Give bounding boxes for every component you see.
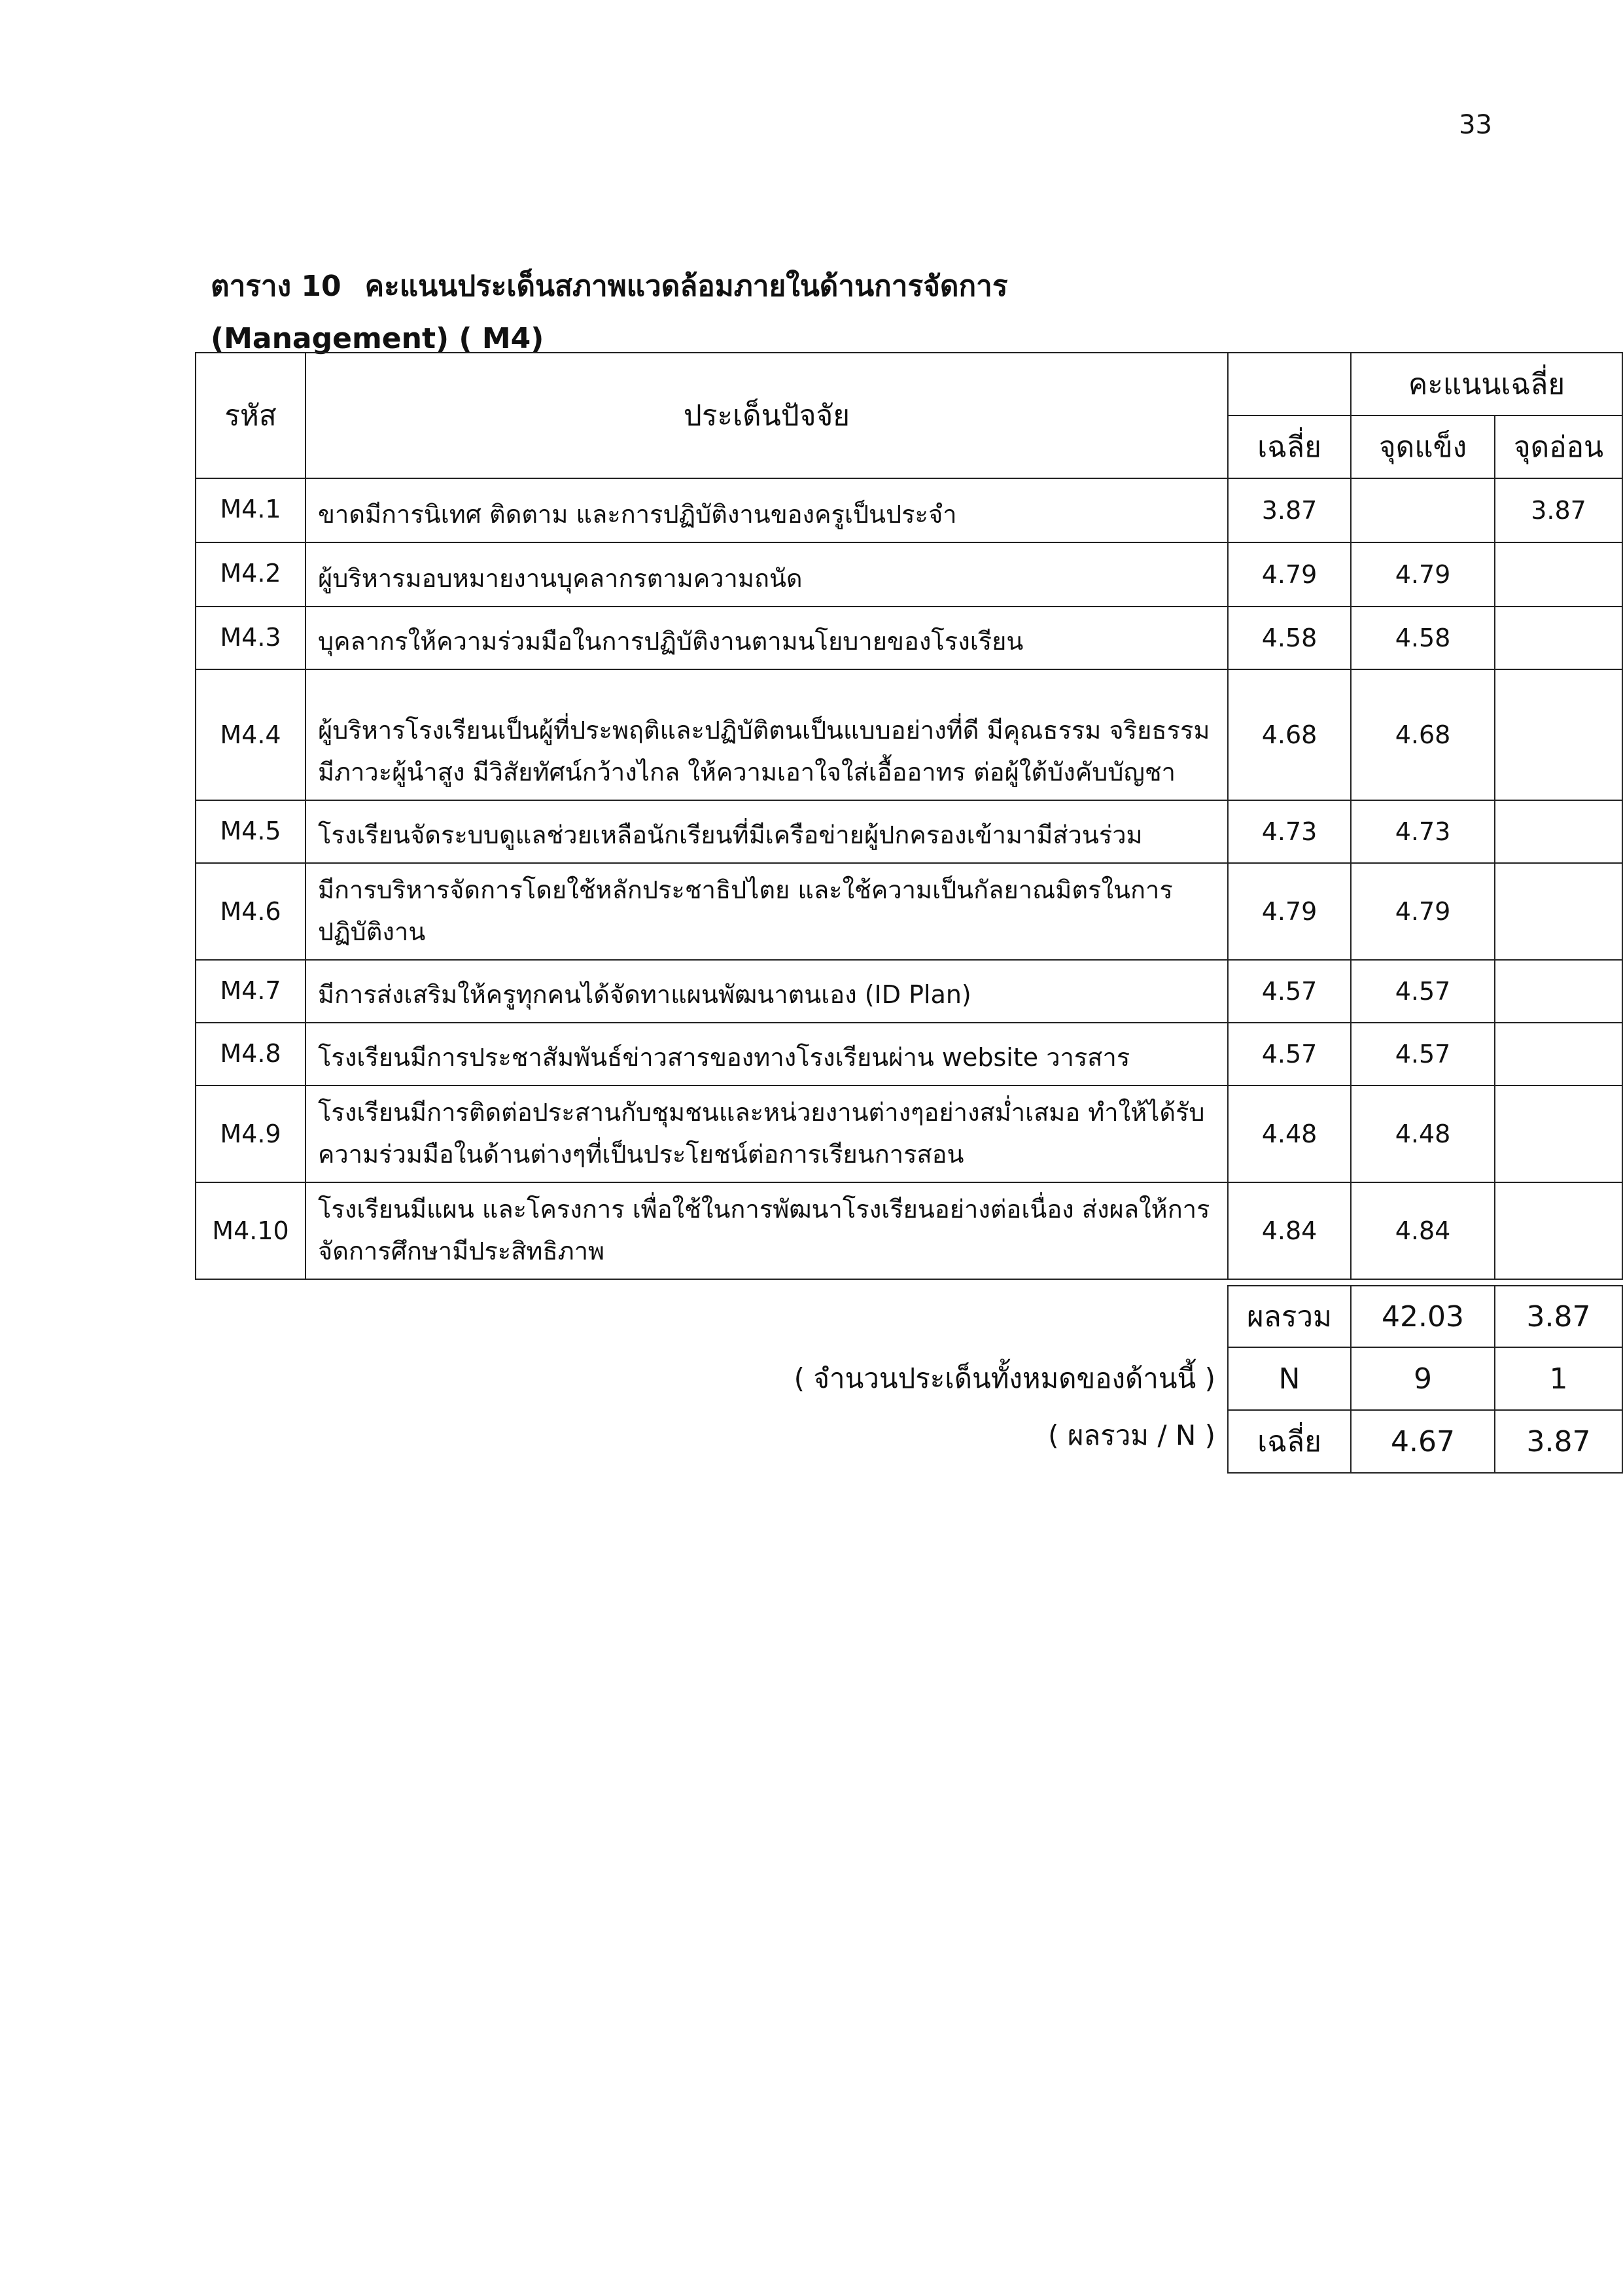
header-avg-group: คะแนนเฉลี่ย [1351,353,1622,415]
row-avg: 4.48 [1228,1086,1351,1182]
row-text: โรงเรียนมีการติดต่อประสานกับชุมชนและหน่วยงานต่างๆอย่างสม่ำเสมอ ทำให้ได้รับความร่วมมือในด้านต่างๆที่เป็นประโยชน์ต่อการเรียนการสอน [305,1086,1228,1182]
summary-count-key: N [1228,1347,1351,1410]
row-text: มีการส่งเสริมให้ครูทุกคนได้จัดทาแผนพัฒนาตนเอง (ID Plan) [305,960,1228,1023]
table-row [196,863,1622,960]
header-code: รหัส [196,353,305,478]
row-avg: 4.57 [1228,1023,1351,1086]
row-weakness [1495,1023,1622,1086]
summary-total-label [196,1286,1228,1347]
summary-count-weakness: 1 [1495,1347,1622,1410]
row-text: โรงเรียนมีแผน และโครงการ เพื่อใช้ในการพัฒนาโรงเรียนอย่างต่อเนื่อง ส่งผลให้การจัดการศึกษามีประสิทธิภาพ [305,1182,1228,1279]
table-number: ตาราง 10 [211,270,341,303]
row-weakness [1495,800,1622,863]
caption-line-1 [211,260,1007,313]
summary-total-weakness: 3.87 [1495,1286,1622,1347]
table-row [196,1182,1622,1279]
row-text: บุคลากรให้ความร่วมมือในการปฏิบัติงานตามนโยบายของโรงเรียน [305,607,1228,669]
row-avg: 4.73 [1228,800,1351,863]
summary-row-total [196,1286,1622,1347]
row-avg: 4.84 [1228,1182,1351,1279]
row-strength: 4.57 [1351,1023,1495,1086]
scores-table [195,352,1623,1474]
header-strength: จุดแข็ง [1351,415,1495,478]
header-blank [1228,353,1351,415]
summary-total-strength: 42.03 [1351,1286,1495,1347]
row-code: M4.5 [196,800,305,863]
table-row [196,800,1622,863]
table-row [196,542,1622,607]
row-strength: 4.57 [1351,960,1495,1023]
table-row [196,478,1622,542]
summary-mean-weakness: 3.87 [1495,1410,1622,1473]
row-strength: 4.68 [1351,669,1495,800]
header-avg: เฉลี่ย [1228,415,1351,478]
row-code: M4.9 [196,1086,305,1182]
summary-mean-key: เฉลี่ย [1228,1410,1351,1473]
row-strength: 4.84 [1351,1182,1495,1279]
row-weakness [1495,669,1622,800]
summary-total-key: ผลรวม [1228,1286,1351,1347]
row-text: ขาดมีการนิเทศ ติดตาม และการปฏิบัติงานของครูเป็นประจำ [305,478,1228,542]
summary-row-mean [196,1410,1622,1473]
row-avg: 4.79 [1228,863,1351,960]
summary-row-count [196,1347,1622,1410]
row-strength: 4.73 [1351,800,1495,863]
summary-spacer [196,1279,1228,1286]
row-strength: 4.79 [1351,542,1495,607]
row-text: มีการบริหารจัดการโดยใช้หลักประชาธิปไตย และใช้ความเป็นกัลยาณมิตรในการปฏิบัติงาน [305,863,1228,960]
row-weakness [1495,863,1622,960]
row-strength [1351,478,1495,542]
table-subtitle: (Management) ( M4) [211,322,544,355]
row-code: M4.2 [196,542,305,607]
row-text: โรงเรียนมีการประชาสัมพันธ์ข่าวสารของทางโรงเรียนผ่าน website วารสาร [305,1023,1228,1086]
row-avg: 4.58 [1228,607,1351,669]
table-row [196,669,1622,800]
table-caption [211,260,1007,365]
table-row [196,1086,1622,1182]
row-strength: 4.79 [1351,863,1495,960]
table-title: คะแนนประเด็นสภาพแวดล้อมภายในด้านการจัดการ [364,270,1008,303]
summary-mean-label: ( ผลรวม / N ) [1048,1419,1215,1451]
row-strength: 4.48 [1351,1086,1495,1182]
row-weakness: 3.87 [1495,478,1622,542]
row-text: ผู้บริหารมอบหมายงานบุคลากรตามความถนัด [305,542,1228,607]
summary-mean-strength: 4.67 [1351,1410,1495,1473]
table-row [196,607,1622,669]
row-code: M4.4 [196,669,305,800]
table-row [196,960,1622,1023]
header-weakness: จุดอ่อน [1495,415,1622,478]
header-issue: ประเด็นปัจจัย [305,353,1228,478]
row-code: M4.7 [196,960,305,1023]
row-avg: 3.87 [1228,478,1351,542]
row-code: M4.3 [196,607,305,669]
row-text: โรงเรียนจัดระบบดูแลช่วยเหลือนักเรียนที่มีเครือข่ายผู้ปกครองเข้ามามีส่วนร่วม [305,800,1228,863]
row-code: M4.8 [196,1023,305,1086]
row-code: M4.1 [196,478,305,542]
row-weakness [1495,960,1622,1023]
row-weakness [1495,1182,1622,1279]
row-strength: 4.58 [1351,607,1495,669]
row-avg: 4.79 [1228,542,1351,607]
row-avg: 4.68 [1228,669,1351,800]
summary-count-strength: 9 [1351,1347,1495,1410]
row-code: M4.10 [196,1182,305,1279]
row-weakness [1495,542,1622,607]
page-number: 33 [1459,110,1492,140]
row-weakness [1495,607,1622,669]
table-row [196,1023,1622,1086]
summary-count-label: ( จำนวนประเด็นทั้งหมดของด้านนี้ ) [794,1362,1215,1394]
row-code: M4.6 [196,863,305,960]
row-weakness [1495,1086,1622,1182]
row-avg: 4.57 [1228,960,1351,1023]
row-text: ผู้บริหารโรงเรียนเป็นผู้ที่ประพฤติและปฏิบัติตนเป็นแบบอย่างที่ดี มีคุณธรรม จริยธรรม มีภาวะผู้นำสูง มีวิสัยทัศน์กว้างไกล ให้ความเอาใจใส่เอื้ออาทร ต่อผู้ใต้บังคับบัญชา [305,669,1228,800]
